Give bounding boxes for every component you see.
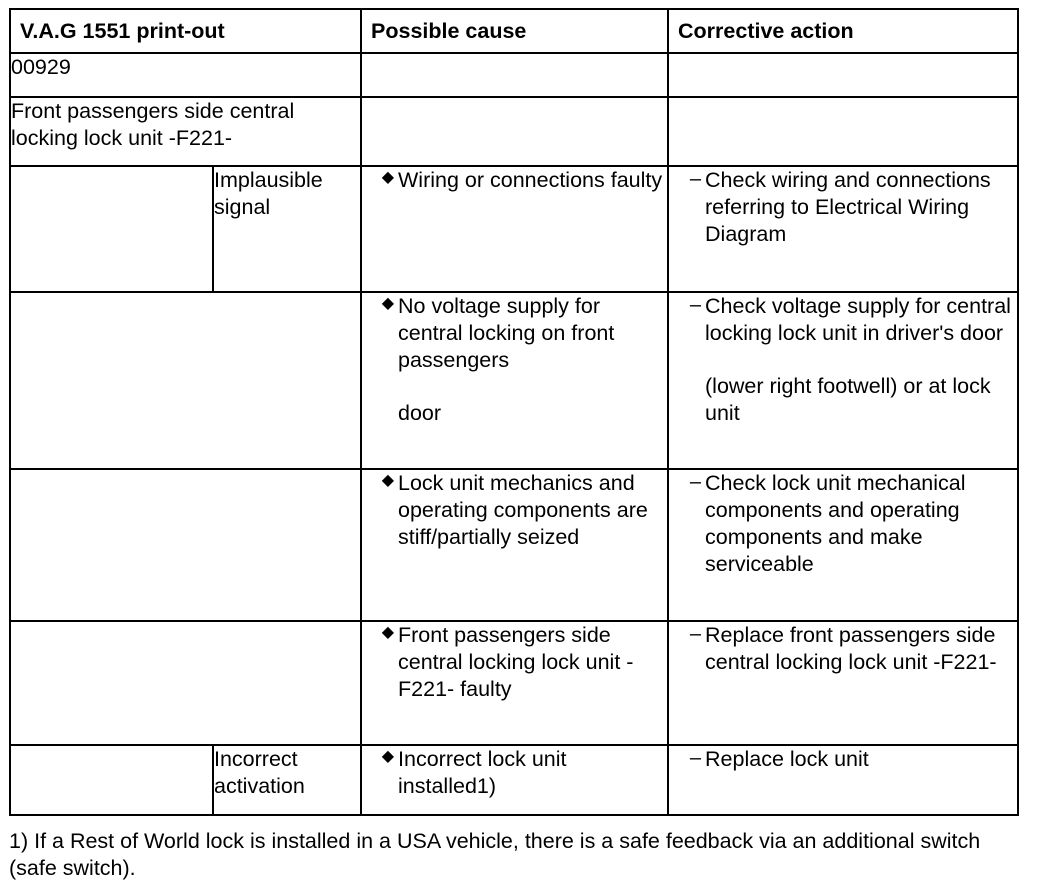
component-row: [10, 97, 1018, 166]
cause-text: No voltage supply for central locking on front passengers: [398, 294, 615, 372]
header-action: Corrective action: [668, 9, 1018, 53]
cause-text: Wiring or connections faulty: [398, 168, 663, 192]
cause-text-cont: door: [398, 401, 442, 425]
header-cause: Possible cause: [361, 9, 668, 53]
fault-code-row: [10, 53, 1018, 97]
action-text-cont: (lower right footwell) or at lock unit: [705, 374, 991, 425]
diamond-bullet-icon: ◆: [381, 295, 395, 312]
header-row: [10, 9, 1018, 53]
diamond-bullet-icon: ◆: [381, 169, 395, 186]
action-text: Check lock unit mechanical components and operating components and make serviceable: [705, 471, 966, 576]
dash-icon: –: [689, 747, 702, 769]
fault-code: 00929: [10, 53, 361, 97]
table-row: [10, 745, 1018, 815]
cause-text: Lock unit mechanics and operating components are stiff/partially seized: [398, 471, 648, 549]
table-row: [10, 292, 1018, 469]
diamond-bullet-icon: ◆: [381, 624, 395, 641]
action-text: Check voltage supply for central locking lock unit in driver's door: [705, 294, 1011, 345]
cause-text: Front passengers side central locking lock unit -F221- faulty: [398, 623, 634, 701]
table-row: [10, 166, 1018, 292]
diamond-bullet-icon: ◆: [381, 748, 395, 765]
cause-text: Incorrect lock unit installed1): [398, 747, 567, 798]
footnote: 1) If a Rest of World lock is installed in a USA vehicle, there is a safe feedback via an additional switch (safe switch).: [9, 829, 981, 880]
symptom: [10, 292, 361, 469]
component-name: Front passengers side central locking lock unit -F221-: [10, 97, 361, 166]
table-row: [10, 469, 1018, 621]
action-text: Check wiring and connections referring to Electrical Wiring Diagram: [705, 168, 991, 246]
action-text: Replace front passengers side central locking lock unit -F221-: [705, 623, 997, 674]
dash-icon: –: [689, 168, 702, 190]
symptom: Implausible signal: [213, 166, 361, 292]
action-text: Replace lock unit: [705, 747, 869, 771]
symptom: [10, 621, 361, 745]
dash-icon: –: [689, 623, 702, 645]
dash-icon: –: [689, 471, 702, 493]
diagnosis-table: [9, 8, 1019, 816]
table-row: [10, 621, 1018, 745]
symptom: Incorrect activation: [213, 745, 361, 815]
header-printout: V.A.G 1551 print-out: [10, 9, 361, 53]
diamond-bullet-icon: ◆: [381, 472, 395, 489]
symptom: [10, 469, 361, 621]
dash-icon: –: [689, 294, 702, 316]
